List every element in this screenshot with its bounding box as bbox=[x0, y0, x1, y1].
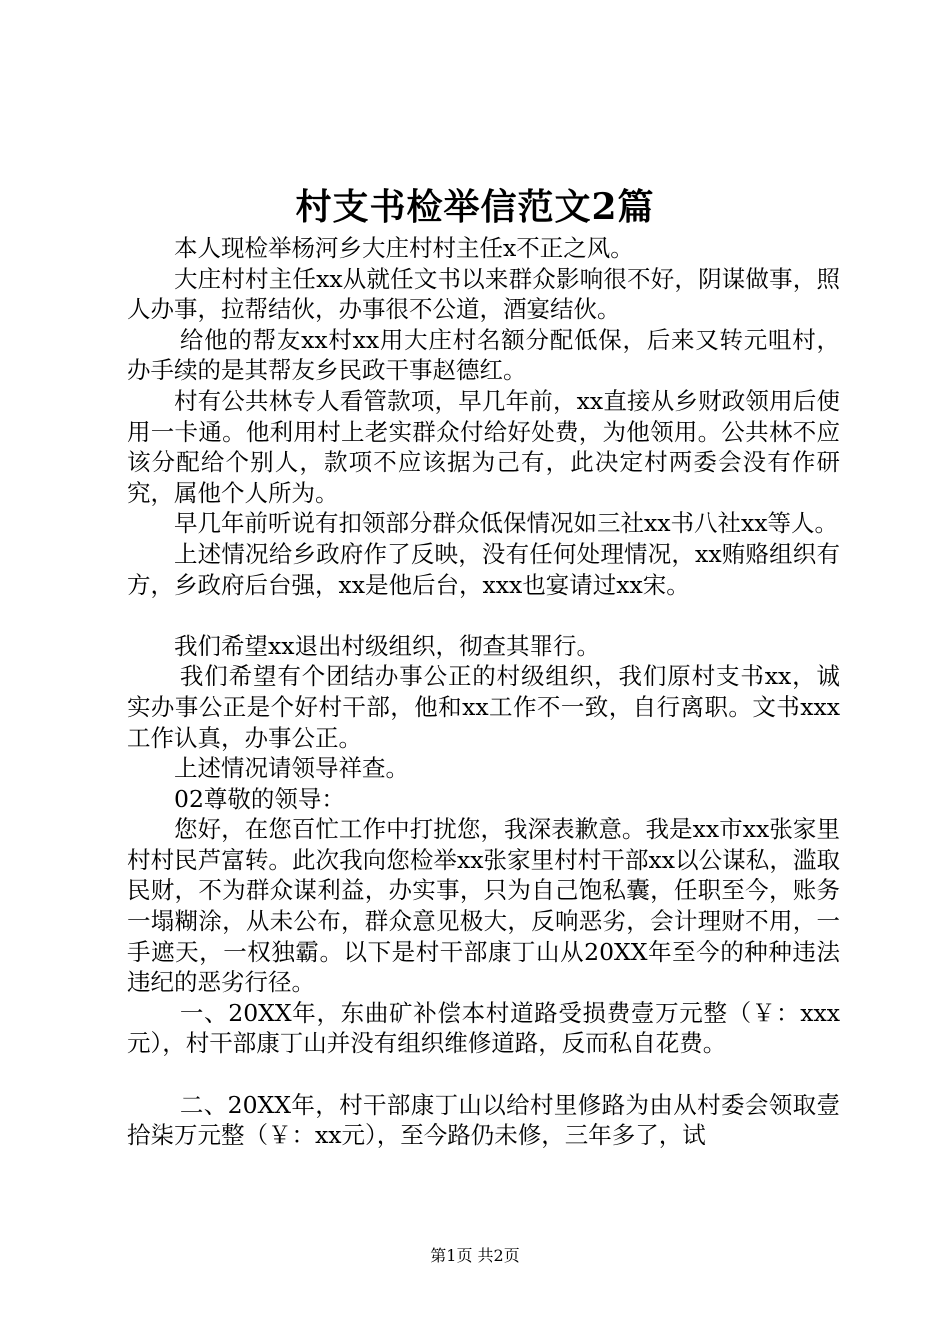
paragraph-12: 一、20XX年，东曲矿补偿本村道路受损费壹万元整（￥：xxx元），村干部康丁山并没有组织维修道路，反而私自花费。 bbox=[127, 998, 840, 1058]
paragraph-7: 我们希望xx退出村级组织，彻查其罪行。 bbox=[174, 631, 601, 660]
paragraph-11: 您好，在您百忙工作中打扰您，我深表歉意。我是xx市xx张家里村村民芦富转。此次我向您检举xx张家里村村干部xx以公谋私，滥取民财，不为群众谋利益，办实事，只为自己饱私囊，任职至今，账务一塌糊涂，从未公布，群众意见极大，反响恶劣，会计理财不用，一手遮天，一权独霸。以下是村干部康丁山从20XX年至今的种种违法违纪的恶劣行径。 bbox=[127, 815, 840, 997]
paragraph-4: 村有公共林专人看管款项，早几年前，xx直接从乡财政领用后使用一卡通。他利用村上老实群众付给好处费，为他领用。公共林不应该分配给个别人，款项不应该据为己有，此决定村两委会没有作研究，属他个人所为。 bbox=[127, 386, 840, 507]
blank-line bbox=[127, 1059, 840, 1090]
page-footer: 第1页 共2页 bbox=[430, 1246, 520, 1265]
paragraph-9: 上述情况请领导祥查。 bbox=[174, 754, 409, 783]
blank-line bbox=[127, 600, 840, 631]
paragraph-8: 我们希望有个团结办事公正的村级组织，我们原村支书xx，诚实办事公正是个好村干部，他和xx工作不一致，自行离职。文书xxx工作认真，办事公正。 bbox=[127, 662, 840, 752]
paragraph-2: 大庄村村主任xx从就任文书以来群众影响很不好，阴谋做事，照人办事，拉帮结伙，办事很不公道，酒宴结伙。 bbox=[127, 264, 840, 324]
paragraph-10: 02尊敬的领导： bbox=[174, 784, 345, 813]
document-body bbox=[127, 233, 840, 1151]
paragraph-3: 给他的帮友xx村xx用大庄村名额分配低保，后来又转元咀村，办手续的是其帮友乡民政干事赵德红。 bbox=[127, 325, 840, 385]
paragraph-6: 上述情况给乡政府作了反映，没有任何处理情况，xx贿赂组织有方，乡政府后台强，xx是他后台，xxx也宴请过xx宋。 bbox=[127, 539, 840, 599]
paragraph-5: 早几年前听说有扣领部分群众低保情况如三社xx书八社xx等人。 bbox=[174, 509, 839, 538]
document-title: 村支书检举信范文2篇 bbox=[295, 186, 655, 228]
paragraph-1: 本人现检举杨河乡大庄村村主任x不正之风。 bbox=[174, 234, 634, 262]
paragraph-13: 二、20XX年，村干部康丁山以给村里修路为由从村委会领取壹拾柒万元整（￥：xx元），至今路仍未修，三年多了，试 bbox=[127, 1090, 840, 1150]
